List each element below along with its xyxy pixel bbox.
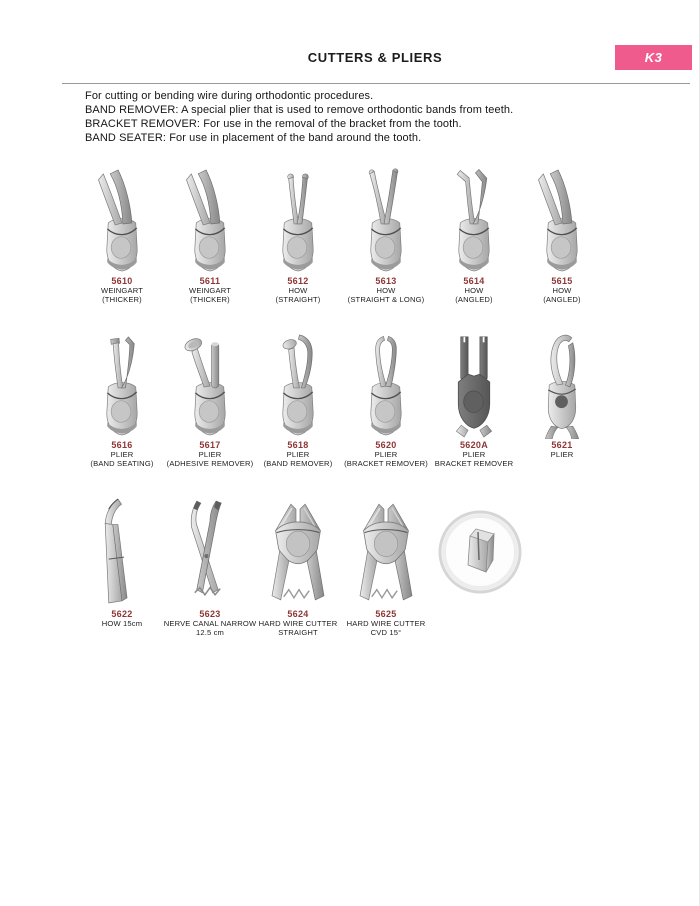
product-cell (342, 167, 430, 304)
product-name-line2: (BAND SEATING) (90, 459, 154, 469)
weingart-plier-icon (90, 167, 154, 275)
product-name-line1: PLIER (286, 450, 310, 459)
product-cell (166, 331, 254, 468)
product-name-line2: 12.5 cm (195, 628, 225, 638)
intro-line: For cutting or bending wire during orthodontic procedures. (85, 90, 374, 102)
product-code: 5612 (287, 276, 309, 286)
product-code: 5614 (463, 276, 485, 286)
product-name-line1: WEINGART (101, 286, 143, 295)
page-header (60, 49, 690, 67)
product-name-line2: (STRAIGHT & LONG) (347, 295, 425, 305)
intro-line: BAND REMOVER: A special plier that is used to remove orthodontic bands from teeth. (85, 103, 514, 116)
product-row (78, 496, 530, 637)
product-cell (518, 331, 606, 468)
adhesive-remover-plier-icon (178, 331, 242, 439)
product-name-line1: HOW (288, 286, 308, 295)
how-angled-plier-icon (530, 167, 594, 275)
intro-line: BRACKET REMOVER: For use in the removal of the bracket from the tooth. (85, 117, 462, 130)
hard-wire-cutter-icon (354, 496, 418, 608)
weingart-plier-icon (178, 167, 242, 275)
product-cell (254, 496, 342, 637)
product-name-line1: PLIER (374, 450, 398, 459)
product-name-line1: PLIER (110, 450, 134, 459)
product-cell (518, 167, 606, 304)
product-name-line2: (ANGLED) (543, 295, 581, 305)
product-cell (342, 496, 430, 637)
product-cell (254, 167, 342, 304)
how-straight-long-plier-icon (354, 167, 418, 275)
band-remover-plier-icon (266, 331, 330, 439)
product-code: 5620A (459, 440, 489, 450)
product-name-line1: HARD WIRE CUTTER (258, 619, 338, 628)
hard-wire-cutter-icon (266, 496, 330, 608)
product-row (78, 167, 606, 304)
plier-icon (530, 331, 594, 439)
product-cell (163, 496, 257, 638)
detail-inset (430, 496, 530, 637)
bracket-remover-plier-icon (442, 331, 506, 439)
product-name-line1: HARD WIRE CUTTER (346, 619, 426, 628)
product-cell (166, 167, 254, 304)
product-name-line1: HOW (464, 286, 484, 295)
product-cell (78, 496, 166, 637)
product-name-line2: (ANGLED) (455, 295, 493, 305)
product-name-line1: HOW (376, 286, 396, 295)
product-code: 5625 (375, 609, 397, 619)
product-code: 5624 (287, 609, 309, 619)
product-name-line1: PLIER (462, 450, 486, 459)
product-name-line2: (ADHESIVE REMOVER) (166, 459, 254, 469)
product-code: 5623 (199, 609, 221, 619)
product-code: 5617 (199, 440, 221, 450)
product-cell (254, 331, 342, 468)
product-name-line2: (BAND REMOVER) (263, 459, 333, 469)
product-name-line2: (THICKER) (190, 295, 230, 305)
product-code: 5613 (375, 276, 397, 286)
bracket-remover-plier-icon (354, 331, 418, 439)
product-name-line2: BRACKET REMOVER (434, 459, 514, 469)
product-code: 5622 (111, 609, 133, 619)
product-name-line1: WEINGART (189, 286, 231, 295)
how-plier-icon (90, 496, 154, 608)
product-code: 5615 (551, 276, 573, 286)
product-code: 5618 (287, 440, 309, 450)
product-code: 5621 (551, 440, 573, 450)
how-straight-plier-icon (266, 167, 330, 275)
product-name-line1: HOW 15cm (101, 619, 143, 628)
product-cell (342, 331, 430, 468)
product-code: 5616 (111, 440, 133, 450)
product-name-line1: HOW (552, 286, 572, 295)
product-name-line2: CVD 15° (370, 628, 402, 638)
product-name-line2: (STRAIGHT) (275, 295, 321, 305)
product-cell (430, 167, 518, 304)
intro-text (85, 90, 513, 146)
magnified-cutter-tip-icon (438, 510, 522, 594)
product-name-line1: PLIER (550, 450, 574, 459)
how-angled-plier-icon (442, 167, 506, 275)
product-cell (430, 331, 518, 468)
nerve-canal-plier-icon (178, 496, 242, 608)
page-title: CUTTERS & PLIERS (307, 50, 443, 65)
section-tab-badge: K3 (615, 45, 692, 70)
header-divider (62, 83, 690, 84)
band-seating-plier-icon (90, 331, 154, 439)
product-name-line2: (BRACKET REMOVER) (344, 459, 428, 469)
product-code: 5620 (375, 440, 397, 450)
product-cell (78, 331, 166, 468)
intro-line: BAND SEATER: For use in placement of the band around the tooth. (85, 131, 422, 144)
product-name-line1: PLIER (198, 450, 222, 459)
product-name-line2: (THICKER) (102, 295, 142, 305)
product-name-line2: STRAIGHT (278, 628, 318, 638)
product-cell (78, 167, 166, 304)
product-row (78, 331, 606, 468)
product-code: 5610 (111, 276, 133, 286)
product-name-line1: NERVE CANAL NARROW (163, 619, 257, 628)
product-code: 5611 (199, 276, 221, 286)
